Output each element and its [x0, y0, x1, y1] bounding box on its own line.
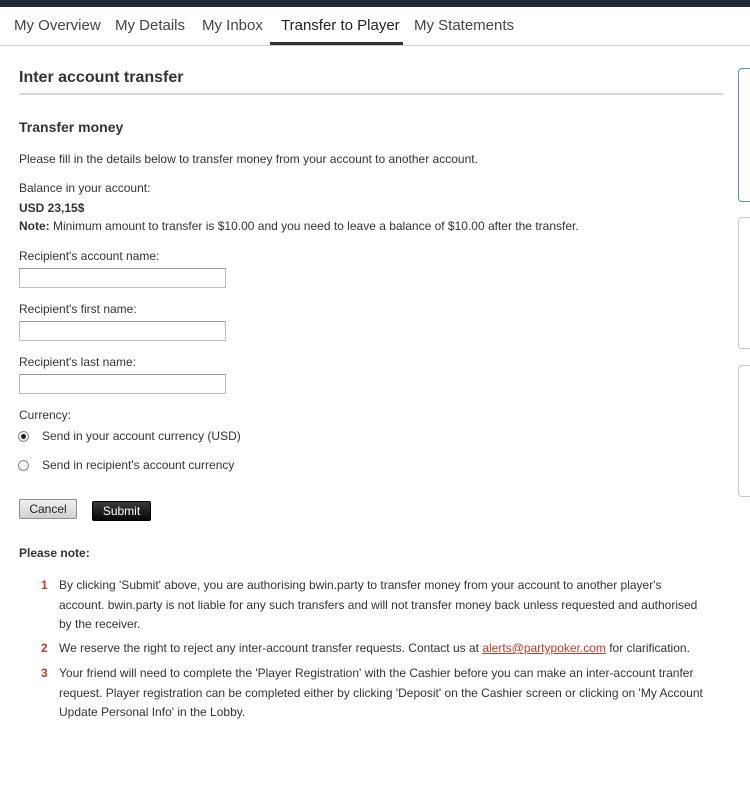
minimum-note: [19, 219, 579, 233]
last-name-label: Recipient's last name:: [19, 355, 137, 369]
note-number-3: 3: [41, 666, 48, 680]
page-title: Inter account transfer: [19, 69, 184, 86]
currency-option-account-label[interactable]: Send in your account currency (USD): [42, 429, 241, 443]
note-item-2-text: We reserve the right to reject any inter-account transfer requests. Contact us at: [59, 641, 483, 655]
cancel-button[interactable]: Cancel: [19, 499, 77, 519]
currency-label: Currency:: [19, 408, 72, 422]
side-panel-3[interactable]: [738, 365, 750, 497]
intro-text: Please fill in the details below to transfer money from your account to another account.: [19, 152, 478, 166]
support-email-link[interactable]: alerts@partypoker.com: [482, 641, 606, 655]
side-panel-1[interactable]: [738, 68, 750, 202]
side-panel-2[interactable]: [738, 217, 750, 349]
account-name-label: Recipient's account name:: [19, 249, 160, 263]
section-title: Transfer money: [19, 119, 124, 135]
last-name-input[interactable]: [19, 374, 226, 394]
tab-bar: [0, 7, 750, 46]
balance-value: USD 23,15$: [19, 201, 85, 215]
radio-selected-dot: [21, 434, 26, 439]
note-number-1: 1: [41, 578, 48, 592]
currency-radio-account[interactable]: [18, 431, 29, 442]
note-item-1: By clicking 'Submit' above, you are authorising bwin.party to transfer money from your account to another player's account. bwin.party is not liable for any such transfers and will not transfer money back unless requested and authorised by the receiver.: [59, 578, 698, 631]
note-number-2: 2: [41, 641, 48, 655]
note-item-2: [59, 639, 709, 659]
account-name-input[interactable]: [19, 268, 226, 288]
please-note-heading: Please note:: [19, 546, 90, 560]
active-tab-indicator: [270, 42, 403, 45]
first-name-input[interactable]: [19, 321, 226, 341]
currency-option-recipient-label[interactable]: Send in recipient's account currency: [42, 458, 235, 472]
note-label: Note:: [19, 219, 50, 233]
top-bar: [0, 0, 750, 7]
balance-label: Balance in your account:: [19, 181, 151, 195]
tab-my-statements[interactable]: My Statements: [414, 17, 515, 34]
title-divider: [19, 93, 723, 95]
submit-button[interactable]: Submit: [92, 501, 151, 521]
tab-my-details[interactable]: My Details: [115, 17, 186, 34]
note-item-3: Your friend will need to complete the 'Player Registration' with the Cashier before you can make an inter-account tranfer request. Player registration can be completed either by clicking 'Deposit' on the Cashier screen or clicking on 'My Account Update Personal Info' in the Lobby.: [59, 666, 703, 719]
currency-radio-recipient[interactable]: [18, 460, 29, 471]
tab-transfer-to-player[interactable]: Transfer to Player: [281, 17, 400, 34]
note-text: Minimum amount to transfer is $10.00 and you need to leave a balance of $10.00 after the transfer.: [53, 219, 579, 233]
first-name-label: Recipient's first name:: [19, 302, 137, 316]
tab-my-overview[interactable]: My Overview: [14, 17, 101, 34]
tab-my-inbox[interactable]: My Inbox: [202, 17, 263, 34]
note-item-2-text-end: for clarification.: [605, 641, 690, 655]
